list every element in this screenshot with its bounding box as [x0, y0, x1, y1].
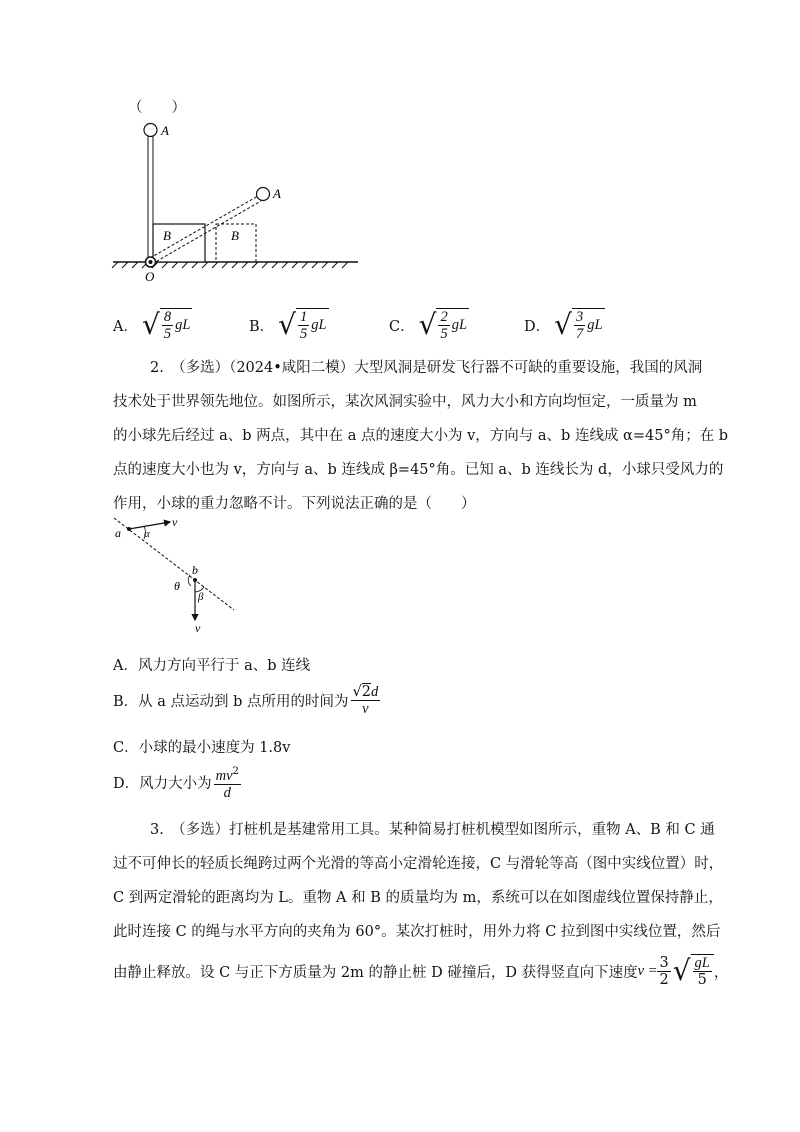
q1-answer-paren: （ ） [128, 100, 186, 116]
q1-label-b-right: B [231, 228, 239, 243]
q2-label-b: b [192, 563, 198, 577]
q2-line-3: 的小球先后经过 a、b 两点，其中在 a 点的速度大小为 v，方向与 a、b 连线成 α=45°角；在 b [113, 428, 729, 444]
q1-option-b: B． √ $\frac{1}{5}$ gL [249, 308, 327, 342]
q2-figure [112, 512, 242, 637]
q1-option-d: D． √ $\frac{3}{7}$ gL [524, 308, 603, 342]
q3-line-5: 由静止释放。设 C 与正下方质量为 2m 的静止桩 D 碰撞后，D 获得竖直向下速度 v = $\frac{3}{2}$ √ $\frac{gL}{5}$ ， [113, 954, 729, 988]
q3-line-3: C 到两定滑轮的距离均为 L。重物 A 和 B 的质量均为 m，系统可以在如图虚线位置保持静止， [113, 890, 723, 906]
q2-label-alpha: α [144, 528, 150, 540]
q2-line-5: 作用，小球的重力忽略不计。下列说法正确的是（ ） [113, 496, 476, 512]
q2-label-theta: θ [174, 579, 180, 593]
q2-label-beta: β [198, 591, 204, 603]
q2-label-v-top: v [172, 515, 178, 529]
q1-option-c: C． √ $\frac{2}{5}$ gL [389, 308, 468, 342]
q1-label-a-rot: A [273, 186, 281, 201]
q2-option-d: D．风力大小为 $\frac{mv^2}{d}$ [113, 766, 239, 801]
q2-option-a: A．风力方向平行于 a、b 连线 [113, 658, 311, 674]
q2-label-v-bottom: v [195, 621, 201, 635]
q3-line-1: 3. （多选）打桩机是基建常用工具。某种简易打桩机模型如图所示，重物 A、B 和 C 通 [150, 822, 715, 838]
q2-line-2: 技术处于世界领先地位。如图所示，某次风洞实验中，风力大小和方向均恒定，一质量为 m [113, 394, 697, 410]
q2-label-a: a [115, 526, 121, 540]
q2-line-1: 2. （多选）（2024•咸阳二模）大型风洞是研发飞行器不可缺的重要设施，我国的风洞 [150, 360, 703, 376]
q3-line-4: 此时连接 C 的绳与水平方向的夹角为 60°。某次打桩时，用外力将 C 拉到图中实线位置，然后 [113, 924, 721, 940]
q1-label-o: O [145, 269, 155, 283]
q2-option-b: B．从 a 点运动到 b 点所用的时间为 $\frac{√2d}{v}$ [113, 684, 379, 717]
q2-line-4: 点的速度大小也为 v，方向与 a、b 连线成 β=45°角。已知 a、b 连线长为 d，小球只受风力的 [113, 462, 724, 478]
q1-option-a: A． √ $\frac{8}{5}$ gL [113, 308, 191, 342]
q1-label-a-top: A [161, 123, 169, 138]
q1-label-b-left: B [163, 228, 171, 243]
q1-figure [108, 118, 368, 283]
q3-line-2: 过不可伸长的轻质长绳跨过两个光滑的等高小定滑轮连接，C 与滑轮等高（图中实线位置）时， [113, 856, 724, 872]
q2-option-c: C．小球的最小速度为 1.8v [113, 740, 291, 756]
